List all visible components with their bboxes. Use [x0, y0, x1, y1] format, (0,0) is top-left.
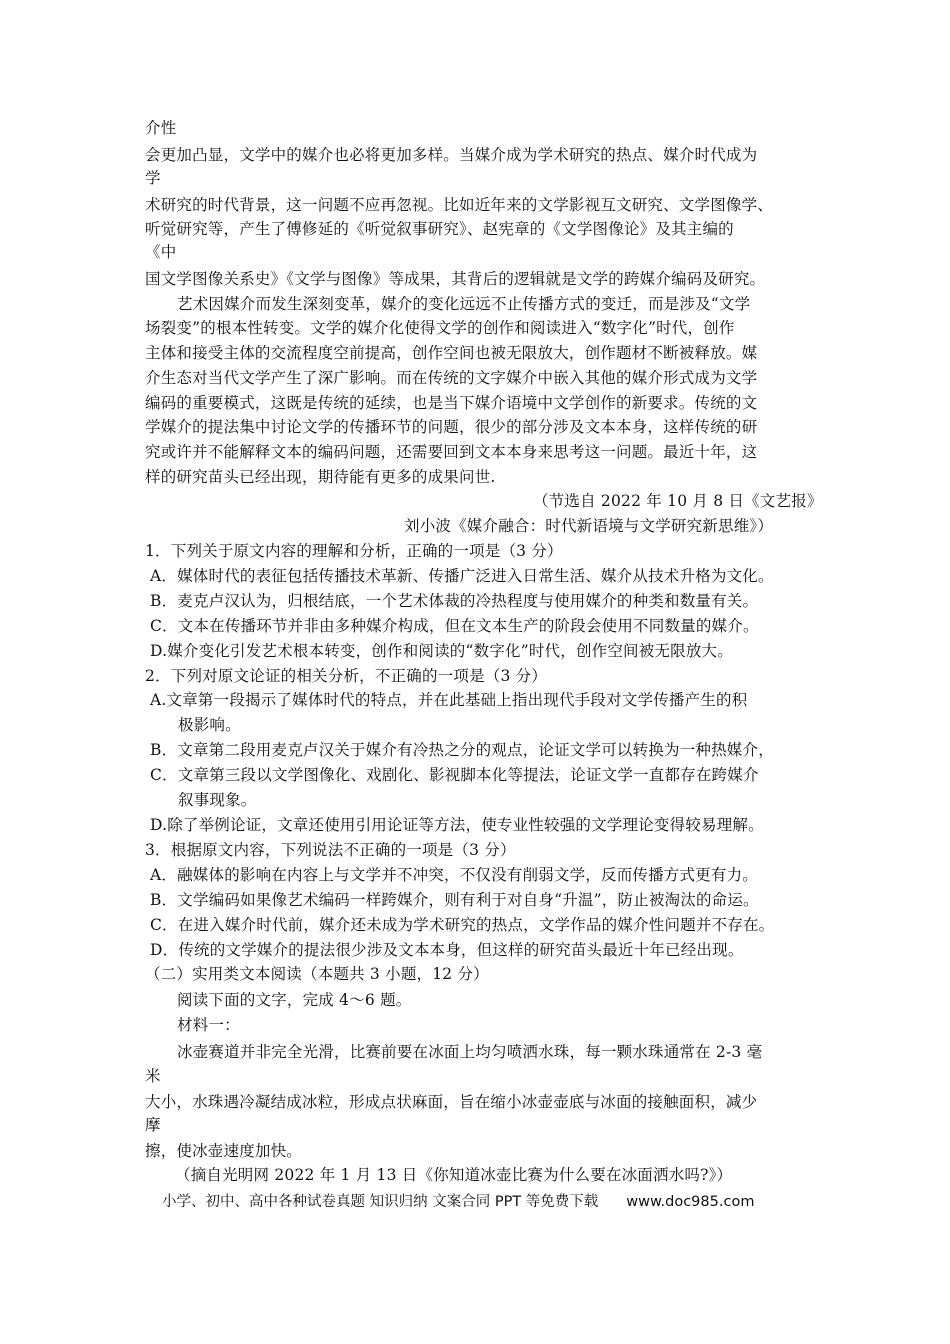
option-d: D.媒介变化引发艺术根本转变，创作和阅读的“数字化”时代，创作空间被无限放大。	[150, 642, 733, 660]
material-label: 材料一：	[177, 1016, 240, 1034]
text-line: 擦，使冰壶速度加快。	[145, 1142, 303, 1160]
text-line: 究或许并不能解释文本的编码问题，还需要回到文本本身来思考这一问题。最近十年，这	[145, 443, 758, 461]
text-line: 学媒介的提法集中讨论文学的传播环节的问题，很少的部分涉及文本本身，这样传统的研	[145, 418, 758, 436]
question-3: 3．根据原文内容，下列说法不正确的一项是（3 分）	[145, 841, 516, 859]
text-line: 艺术因媒介而发生深刻变革，媒介的变化远远不止传播方式的变迁，而是涉及“文学	[177, 295, 751, 313]
page-footer	[162, 1190, 754, 1211]
option-c: C．在进入媒介时代前，媒介还未成为学术研究的热点，文学作品的媒介性问题并不存在。	[150, 916, 775, 934]
text-line: 听觉研究等，产生了傅修延的《听觉叙事研究》、赵宪章的《文学图像论》及其主编的	[145, 220, 734, 238]
option-a: A．媒体时代的表征包括传播技术革新、传播广泛进入日常生活、媒介从技术升格为文化。	[150, 567, 774, 585]
text-line: 大小，水珠遇冷凝结成冰粒，形成点状麻面，旨在缩小冰壶壶底与冰面的接触面积，减少	[145, 1093, 758, 1111]
text-line: 样的研究苗头已经出现，期待能有更多的成果问世.	[145, 468, 496, 486]
text-line: 场裂变”的根本性转变。文学的媒介化使得文学的创作和阅读进入“数字化”时代，创作	[145, 319, 735, 337]
text-line: 学	[145, 169, 161, 187]
option-d: D.除了举例论证，文章还使用引用论证等方法，使专业性较强的文学理论变得较易理解。	[150, 816, 764, 834]
footer-text: 小学、初中、高中各种试卷真题 知识归纳 文案合同 PPT 等免费下载	[162, 1194, 599, 1210]
text-line: 米	[145, 1067, 161, 1085]
text-line: 编码的重要模式，这既是传统的延续，也是当下媒介语境中文学创作的新要求。传统的文	[145, 394, 758, 412]
text-line: 摩	[145, 1116, 161, 1134]
text-line: 介生态对当代文学产生了深广影响。而在传统的文字媒介中嵌入其他的媒介形式成为文学	[145, 369, 758, 387]
section-heading: （二）实用类文本阅读（本题共 3 小题，12 分）	[145, 965, 489, 983]
text-line: 会更加凸显，文学中的媒介也必将更加多样。当媒介成为学术研究的热点、媒介时代成为	[145, 146, 758, 164]
footer-site-link[interactable]: www.doc985.com	[626, 1194, 755, 1210]
question-1: 1．下列关于原文内容的理解和分析，正确的一项是（3 分）	[145, 542, 563, 560]
option-c: C．文章第三段以文学图像化、戏剧化、影视脚本化等提法，论证文学一直都存在跨媒介	[150, 766, 759, 784]
option-d: D．传统的文学媒介的提法很少涉及文本本身，但这样的研究苗头最近十年已经出现。	[150, 941, 744, 959]
text-line: 术研究的时代背景，这一问题不应再忽视。比如近年来的文学影视互文研究、文学图像学、	[145, 196, 774, 214]
option-a: A.文章第一段揭示了媒体时代的特点，并在此基础上指出现代手段对文学传播产生的积	[150, 691, 748, 709]
option-b: B．文章第二段用麦克卢汉关于媒介有冷热之分的观点，论证文学可以转换为一种热媒介，	[150, 741, 774, 759]
source-citation: （节选自 2022 年 10 月 8 日《文艺报》	[533, 492, 823, 510]
option-a: A．融媒体的影响在内容上与文学并不冲突，不仅没有削弱文学，反而传播方式更有力。	[150, 866, 758, 884]
text-line: 《中	[145, 243, 177, 261]
text-line: 介性	[145, 119, 177, 137]
option-c: C．文本在传播环节并非由多种媒介构成，但在文本生产的阶段会使用不同数量的媒介。	[150, 617, 759, 635]
source-citation: （摘自光明网 2022 年 1 月 13 日《你知道冰壶比赛为什么要在冰面洒水吗?》）	[175, 1166, 733, 1184]
text-line: 主体和接受主体的交流程度空前提高，创作空间也被无限放大，创作题材不断被释放。媒	[145, 344, 758, 362]
option-b: B．文学编码如果像艺术编码一样跨媒介，则有利于对自身“升温”，防止被淘汰的命运。	[150, 891, 759, 909]
source-citation: 刘小波《媒介融合：时代新语境与文学研究新思维》）	[404, 517, 774, 535]
text-line: 冰壶赛道并非完全光滑，比赛前要在冰面上均匀喷洒水珠，每一颗水珠通常在 2-3 毫	[177, 1043, 763, 1061]
option-a-continued: 极影响。	[178, 716, 241, 734]
option-c-continued: 叙事现象。	[178, 791, 257, 809]
text-line: 国文学图像关系史》《文学与图像》等成果，其背后的逻辑就是文学的跨媒介编码及研究。	[145, 270, 766, 288]
question-2: 2．下列对原文论证的相关分析，不正确的一项是（3 分）	[145, 667, 548, 685]
instruction: 阅读下面的文字，完成 4～6 题。	[177, 991, 412, 1009]
option-b: B．麦克卢汉认为，归根结底，一个艺术体裁的冷热程度与使用媒介的种类和数量有关。	[150, 592, 759, 610]
